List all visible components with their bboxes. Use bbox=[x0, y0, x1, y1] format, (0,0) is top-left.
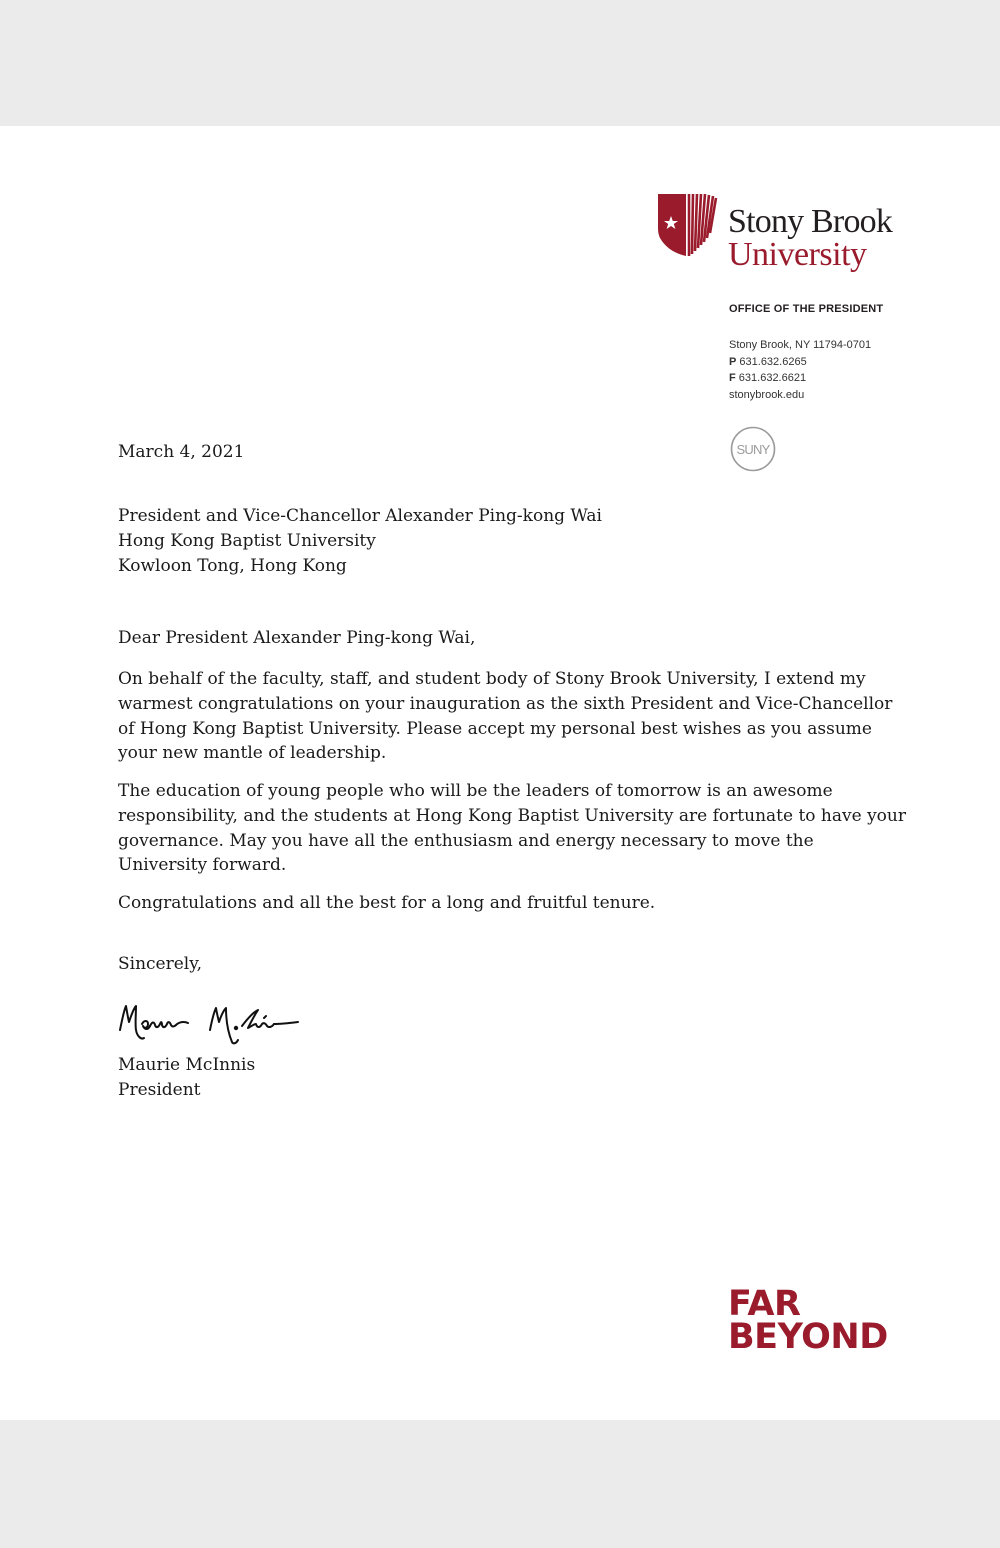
signer-title: President bbox=[118, 1080, 201, 1100]
body-paragraph: Congratulations and all the best for a long and fruitful tenure. bbox=[118, 893, 656, 913]
letter-date: March 4, 2021 bbox=[118, 442, 245, 462]
phone-label: P bbox=[729, 355, 737, 368]
contact-block bbox=[729, 337, 871, 403]
website: stonybrook.edu bbox=[729, 388, 805, 401]
signer-name: Maurie McInnis bbox=[118, 1055, 256, 1075]
office-heading: OFFICE OF THE PRESIDENT bbox=[729, 303, 884, 315]
suny-seal-icon bbox=[730, 426, 776, 472]
salutation: Dear President Alexander Ping-kong Wai, bbox=[118, 628, 476, 648]
recipient-line: Hong Kong Baptist University bbox=[118, 531, 376, 551]
recipient-address bbox=[118, 504, 602, 579]
body-paragraph: On behalf of the faculty, staff, and student body of Stony Brook University, I extend my warmest congratulations on your inauguration as the sixth President and Vice-Chancellor of Hong Kong Baptist University. Please accept my personal best wishes as you assume your new mantle of leadership. bbox=[118, 669, 893, 764]
signer-block bbox=[118, 1053, 255, 1103]
letter-page bbox=[0, 126, 1000, 1420]
suny-mark: SUNY bbox=[736, 442, 770, 457]
fax-number: 631.632.6621 bbox=[738, 372, 807, 384]
stony-brook-logo bbox=[656, 190, 916, 282]
phone-number: 631.632.6265 bbox=[739, 355, 807, 368]
university-name bbox=[728, 204, 892, 273]
far-beyond-tagline bbox=[728, 1284, 888, 1357]
tagline-line1: FAR bbox=[728, 1284, 801, 1324]
address: Stony Brook, NY 11794-0701 bbox=[729, 339, 872, 351]
university-name-line1: Stony Brook bbox=[728, 203, 893, 240]
recipient-line: Kowloon Tong, Hong Kong bbox=[118, 556, 347, 576]
phone-line bbox=[729, 354, 871, 371]
body-paragraph: The education of young people who will be the leaders of tomorrow is an awesome responsibility, and the students at Hong Kong Baptist University are fortunate to have your governance. May you have all the enthusiasm and energy necessary to move the University forward. bbox=[118, 781, 906, 876]
closing: Sincerely, bbox=[118, 954, 202, 974]
recipient-line: President and Vice-Chancellor Alexander Ping-kong Wai bbox=[118, 506, 602, 526]
tagline-line2: BEYOND bbox=[728, 1317, 888, 1357]
university-name-line2: University bbox=[728, 236, 867, 273]
fax-label: F bbox=[729, 372, 736, 384]
shield-icon bbox=[656, 190, 718, 260]
handwritten-signature bbox=[114, 996, 304, 1048]
fax-line bbox=[729, 370, 871, 387]
